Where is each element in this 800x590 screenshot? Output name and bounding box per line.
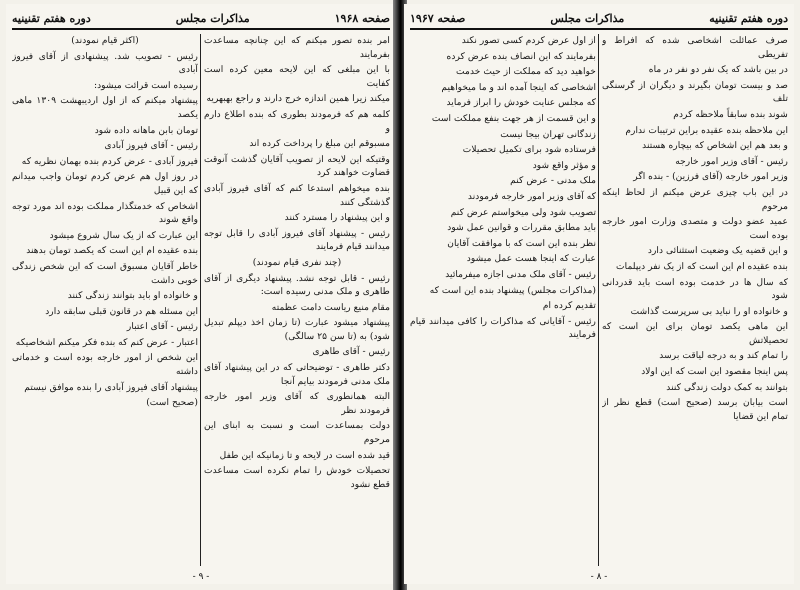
text-line: پیشنهاد میکنم که از اول اردیبهشت ۱۳۰۹ ماهی یکصد [12, 95, 198, 120]
text-line: البته همانطوری که آقای وزیر امور خارجه فرمودند نظر [204, 391, 390, 416]
text-line: در روز اول هم عرض کردم تومان واجب میدانم که این قبیل [12, 171, 198, 196]
text-line: و خانواده او باید بتوانند زندگی کنند [67, 290, 198, 302]
text-line: خواهید دید که مملکت از حیث خدمت [456, 66, 596, 78]
text-line: پیشنهاد آقای فیروز آبادی را بنده موافق نیستم [24, 381, 198, 393]
right-page-columns [410, 34, 788, 566]
text-line: و این پیشنهاد را مسترد کنند [284, 212, 390, 224]
text-line: این مسئله هم در قانون قبلی سابقه دارد [45, 305, 198, 317]
text-line: که سال ها در خدمت بوده است باید قدردانی شود [602, 276, 788, 302]
text-line: تحصیلات خودش را تمام نکرده است مساعدت قطع نشود [204, 465, 390, 490]
text-line: (اکثر قیام نمودند) [71, 35, 139, 46]
text-line: زندگانی تهران بیجا نیست [500, 128, 596, 140]
text-line: بنده عقیده ام این است که یکصد تومان بدهند [26, 245, 198, 257]
text-line: تقدیم کرده ام [542, 300, 596, 312]
text-line: نظر بنده این است که با موافقت آقایان [447, 237, 596, 249]
right-page-right-column [602, 34, 788, 566]
text-line: رئیس - آقای اعتبار [126, 321, 198, 333]
text-line: صد و بیست تومان بگیرند و دیگران از گرسنگی تلف [602, 79, 788, 105]
column-divider [598, 34, 599, 566]
text-line: اشخاصی که اینجا آمده اند و ما میخواهیم [441, 81, 596, 93]
text-line: امر بنده تصور میکنم که این چنانچه مساعدت بفرمایند [204, 35, 390, 60]
left-page-number: صفحه ۱۹۶۸ [334, 11, 390, 25]
text-line: عمید عضو دولت و متصدی وزارت امور خارجه بوده است [602, 216, 788, 241]
text-line: رئیس - آقای وزیر امور خارجه [675, 155, 788, 167]
text-line: صرف عمائلت اشخاصی شده که افراط و تفریطی [602, 35, 788, 60]
text-line: مسبوقم این مبلغ را پرداخت کرده اند [249, 138, 390, 150]
text-line: تصویب شود ولی میخواستم عرض کنم [450, 206, 596, 218]
text-line: است بیابان برسد (صحیح است) قطع نظر از تمام این قضایا [602, 397, 788, 422]
text-line: دکتر طاهری - توضیحاتی که در این پیشنهاد آقای ملک مدنی فرمودند بیایم آنجا [204, 362, 390, 387]
text-line: و مؤثر واقع شود [532, 159, 596, 171]
right-page-footer: - ۸ - [590, 572, 608, 582]
text-line: پس اینجا مقصود این است که این اولاد [641, 366, 788, 378]
text-line: رئیس - آقای فیروز آبادی [104, 140, 198, 152]
text-line: بنده میخواهم استدعا کنم که آقای فیروز آبادی گذشتگی کنند [204, 182, 390, 208]
text-line: (صحیح است) [146, 397, 198, 409]
right-page-session: دوره هفتم تقنینیه [709, 11, 788, 25]
text-line: بفرمایند که این انصاف بنده عرض کرده [446, 50, 596, 62]
text-line: رئیس - قابل توجه نشد. پیشنهاد دیگری از آقای طاهری و ملک مدنی رسیده است: [204, 272, 390, 298]
right-page-title: مذاکرات مجلس [550, 11, 625, 25]
text-line: و این قسمت از هر جهت بنفع مملکت است [431, 112, 596, 124]
left-page-header [12, 8, 390, 30]
text-line: میکند زیرا همین اندازه خرج دارند و راجع بهبهریه [206, 93, 390, 105]
text-line: را تمام کند و به درجه لیاقت برسد [659, 350, 788, 362]
text-line: در بین باشد که یک نفر دو نفر در ماه [648, 64, 788, 76]
text-line: فیروز آبادی - عرض کردم بنده بهمان نظریه که [21, 155, 198, 167]
text-line: بنده عقیده ام این است که از یک نفر دیپلمات [616, 260, 788, 272]
right-page-header [410, 8, 788, 30]
text-line: رسیده است قرائت میشود: [94, 79, 198, 91]
right-page-number: صفحه ۱۹۶۷ [410, 11, 466, 25]
right-page-left-column [410, 34, 596, 566]
left-page-title: مذاکرات مجلس [175, 11, 250, 25]
text-line: قید شده است در لایحه و تا زمانیکه این طفل [219, 449, 390, 461]
left-page-right-column [204, 34, 390, 566]
text-line: رئیس - آقایانی که مذاکرات را کافی میدانند قیام فرمایند [410, 315, 596, 341]
text-line: رئیس - آقای طاهری [312, 346, 390, 358]
left-page [6, 4, 396, 584]
right-page [404, 4, 794, 584]
text-line: این ملاحظه بنده عقیده براین ترتیبات ندارم [625, 124, 788, 136]
text-line: و این قضیه یک وضعیت استثنائی دارد [647, 245, 788, 257]
left-page-left-column [12, 34, 198, 566]
text-line: رئیس - تصویب شد. پیشنهادی از آقای فیروز آبادی [12, 50, 198, 76]
text-line: پیشنهاد میشود عبارت (تا زمان اخذ دیپلم تبدیل شود) به (تا سن ۲۵ سالگی) [204, 317, 390, 342]
text-line: عبارت که اینجا هست عمل میشود [466, 253, 596, 265]
text-line: فرستاده شود برای تکمیل تحصیلات [462, 144, 596, 156]
left-page-footer: - ۹ - [192, 572, 210, 582]
text-line: با این مبلغی که این لایحه معین کرده است کفایت [204, 64, 390, 89]
text-line: شوند بنده سابقاً ملاحظه کردم [673, 108, 788, 120]
text-line: بتوانند به کمک دولت زندگی کنند [666, 381, 788, 393]
text-line: رئیس - پیشنهاد آقای فیروز آبادی را قابل توجه میدانند قیام فرمایند [204, 227, 390, 253]
text-line: که مجلس عنایت خودش را ابراز فرماید [446, 97, 596, 109]
text-line: اشخاص که خدمتگذار مملکت بوده اند مورد توجه واقع شوند [12, 200, 198, 226]
text-line: باید مطابق مقررات و قوانین عمل شود [447, 222, 596, 234]
text-line: ملک مدنی - عرض کنم [510, 175, 596, 187]
text-line: وزیر امور خارجه (آقای فرزین) - بنده اگر [633, 171, 788, 183]
left-page-session: دوره هفتم تقنینیه [12, 11, 91, 25]
text-line: این شخص از امور خارجه بوده است و خدماتی داشته [12, 352, 198, 378]
text-line: رئیس - آقای ملک مدنی اجازه میفرمائید [445, 268, 596, 280]
text-line: مقام منیع ریاست دامت عظمته [271, 301, 390, 313]
text-line: در این باب چیزی عرض میکنم از لحاظ اینکه مرحوم [602, 186, 788, 212]
text-line: خاطر آقایان مسبوق است که این شخص زندگی خوبی داشت [12, 260, 198, 286]
text-line: که آقای وزیر امور خارجه فرمودند [467, 190, 596, 202]
left-page-columns [12, 34, 390, 566]
text-line: از اول عرض کردم کسی تصور نکند [461, 35, 596, 46]
text-line: اعتبار - عرض کنم که بنده فکر میکنم اشخاصیکه [15, 336, 198, 348]
text-line: این عبارت که از یک سال شروع میشود [49, 229, 198, 241]
column-divider [200, 34, 201, 566]
text-line: (مذاکرات مجلس) پیشنهاد بنده این است که [429, 284, 596, 296]
text-line: و بعد هم این اشخاص که بیچاره هستند [642, 140, 788, 152]
text-line: (چند نفری قیام نمودند) [252, 256, 342, 268]
text-line: کلمه هم که فرمودند بطوری که بنده اطلاع دارم و [204, 108, 390, 134]
text-line: این ماهی یکصد تومان برای این است که تحصیلاتش [602, 321, 788, 346]
text-line: وقتیکه این لایحه از تصویب آقایان گذشت آنوقت قضاوت خواهند کرد [204, 153, 390, 179]
text-line: تومان بابن ماهانه داده شود [94, 124, 198, 136]
text-line: و خانواده او را نباید بی سرپرست گذاشت [630, 305, 788, 317]
text-line: دولت بمساعدت است و نسبت به ابنای این مرحوم [204, 420, 390, 446]
